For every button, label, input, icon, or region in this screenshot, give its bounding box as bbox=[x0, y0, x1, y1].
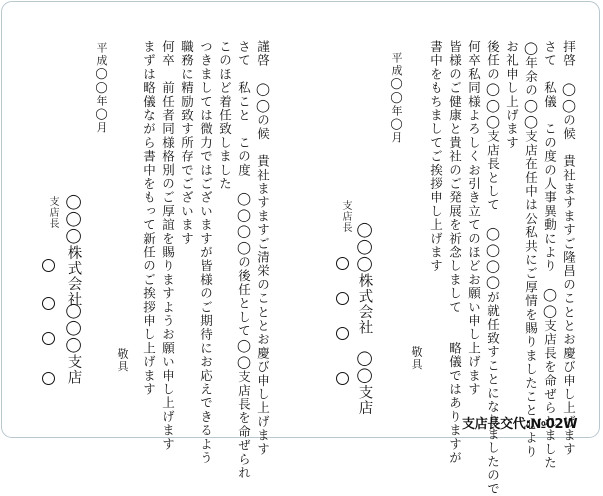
left-name-seal-circle-4 bbox=[42, 372, 55, 385]
left-name-seal-circle-3 bbox=[42, 332, 55, 345]
left-letter-line-2: さて 私こと この度 ◯◯◯◯の後任として◯◯支店長を命ぜられ bbox=[236, 40, 252, 480]
right-name-seal-circle-3 bbox=[336, 327, 349, 340]
left-letter-line-7: まずは略儀ながら書中をもって新任のご挨拶申し上げます bbox=[141, 40, 157, 397]
left-letter-line-1: 謹啓 ◯◯の候 貴社ますますご清栄のこととお慶び申し上げます bbox=[255, 40, 271, 456]
right-letter-date: 平成◯◯年◯月 bbox=[390, 52, 403, 144]
right-letter-closing: 敬具 bbox=[410, 346, 423, 371]
left-name-seal-circle-1 bbox=[42, 259, 55, 272]
right-letter-company: ◯◯◯株式会社 ◯◯支店 bbox=[356, 222, 373, 416]
right-letter-line-7: 皆様のご健康と貴社のご発展を祈念しまして 略儀ではありますが bbox=[447, 40, 463, 465]
model-number-label: 支店長交代:№02W bbox=[462, 417, 578, 432]
left-letter-company-name: ◯◯◯株式会社 bbox=[65, 194, 82, 307]
left-letter-line-3: このほど着任致しました bbox=[217, 40, 233, 191]
right-letter-line-5: 後任の◯◯◯支店長として ◯◯◯◯が就任致すことになりましたので bbox=[485, 40, 501, 496]
left-letter-branch-name: ◯◯◯支店 bbox=[65, 303, 82, 385]
right-letter-line-1: 拝啓 ◯◯の候 貴社ますますご隆昌のこととお慶び申し上げます bbox=[561, 40, 577, 456]
left-letter-closing: 敬具 bbox=[116, 348, 129, 373]
right-letter-line-2: さて 私儀 この度の人事異動により ◯◯支店長を命ぜられました bbox=[542, 40, 558, 470]
left-letter-line-5: 職務に精励致す所存でございます bbox=[179, 40, 195, 246]
left-letter-line-6: 何卒 前任者同様格別のご厚誼を賜りますようお願い申し上げます bbox=[160, 40, 176, 451]
right-letter-line-3: ◯年余の◯◯支店在任中は公私共にご厚情を賜りましたこと心より bbox=[523, 40, 539, 459]
right-name-seal-circle-2 bbox=[336, 292, 349, 305]
right-letter-line-8: 書中をもちましてご挨拶申し上げます bbox=[428, 40, 444, 273]
right-letter-line-4: お礼申し上げます bbox=[504, 40, 520, 150]
right-letter-line-6: 何卒私同様よろしくお引き立てのほどお願い申し上げます bbox=[466, 40, 482, 397]
left-letter-line-4: つきましては微力ではございますが皆様のご期待にお応えできるよう bbox=[198, 40, 214, 465]
right-name-seal-circle-1 bbox=[336, 257, 349, 270]
right-name-seal-circle-4 bbox=[336, 372, 349, 385]
right-letter-sender-title: 支店長 bbox=[340, 200, 351, 233]
left-name-seal-circle-2 bbox=[42, 297, 55, 310]
left-letter-sender-title: 支店長 bbox=[47, 196, 58, 229]
left-letter-date: 平成◯◯年◯月 bbox=[95, 42, 108, 134]
